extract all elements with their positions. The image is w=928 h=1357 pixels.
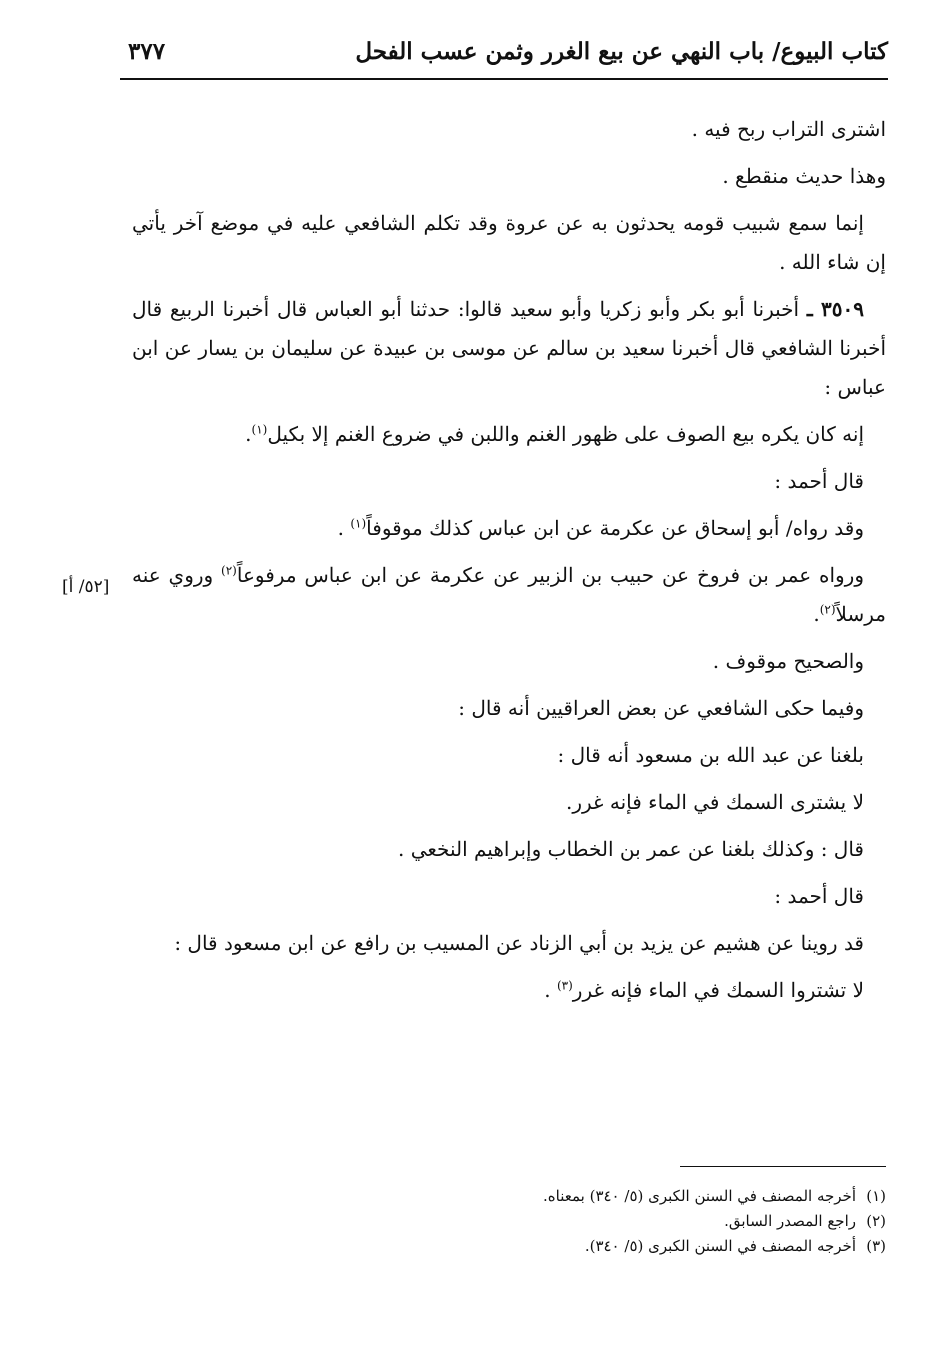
- paragraph: ورواه عمر بن فروخ عن حبيب بن الزبير عن عكرمة عن ابن عباس مرفوعاً$^{(٢)}$ وروي عنه مرسلاً$^{(٢)}$.: [132, 563, 886, 626]
- footnote-marker: (١): [251, 422, 268, 437]
- running-head-title: كتاب البيوع/ باب النهي عن بيع الغرر وثمن عسب الفحل: [355, 38, 888, 65]
- paragraph: إنه كان يكره بيع الصوف على ظهور الغنم واللبن في ضروع الغنم إلا بكيل$^{(١)}$.: [245, 422, 864, 446]
- paragraph: لا تشتروا السمك في الماء فإنه غرر$^{(٣)}$ .: [544, 978, 864, 1002]
- hadith-number: ٣٥٠٩ ـ: [806, 297, 865, 321]
- paragraph: قد روينا عن هشيم عن يزيد بن أبي الزناد عن المسيب بن رافع عن ابن مسعود قال :: [174, 931, 864, 955]
- header-divider: [120, 78, 888, 80]
- footnote-number: (٣): [866, 1237, 886, 1255]
- paragraph: إنما سمع شبيب قومه يحدثون به عن عروة وقد تكلم الشافعي عليه في موضع آخر يأتي إن شاء الله .: [132, 211, 886, 274]
- paragraph: اشترى التراب ربح فيه .: [691, 117, 886, 141]
- footnote-marker: (٢): [819, 602, 836, 617]
- footnote-text: راجع المصدر السابق.: [724, 1212, 856, 1230]
- footnote-number: (١): [866, 1187, 886, 1205]
- paragraph: وهذا حديث منقطع .: [722, 164, 886, 188]
- paragraph: لا يشترى السمك في الماء فإنه غرر.: [566, 790, 864, 814]
- footnote-number: (٢): [866, 1212, 886, 1230]
- paragraph: وفيما حكى الشافعي عن بعض العراقيين أنه قال :: [458, 696, 864, 720]
- footnotes: [132, 1184, 886, 1259]
- footnote-text: أخرجه المصنف في السنن الكبرى (٥/ ٣٤٠) بمعناه.: [543, 1187, 856, 1205]
- footnote: [132, 1234, 886, 1259]
- paragraph: بلغنا عن عبد الله بن مسعود أنه قال :: [557, 743, 864, 767]
- footnote-text: أخرجه المصنف في السنن الكبرى (٥/ ٣٤٠).: [584, 1237, 856, 1255]
- page-number: ٣٧٧: [128, 38, 166, 65]
- manuscript-folio-reference: [٥٢/ أ]: [62, 577, 110, 597]
- paragraph: والصحيح موقوف .: [712, 649, 864, 673]
- footnote-divider: [680, 1166, 886, 1167]
- paragraph: قال أحمد :: [774, 884, 864, 908]
- footnote: [132, 1209, 886, 1234]
- paragraph: وقد رواه/ أبو إسحاق عن عكرمة عن ابن عباس كذلك موقوفاً$^{(١)}$ .: [337, 516, 864, 540]
- hadith-paragraph: ٣٥٠٩ ـ أخبرنا أبو بكر وأبو زكريا وأبو سعيد قالوا: حدثنا أبو العباس قال أخبرنا الربيع قال أخبرنا الشافعي قال أخبرنا سعيد بن سالم عن موسى بن عبيدة عن سليمان بن يسار عن ابن عباس :: [132, 297, 886, 399]
- main-text: [132, 110, 886, 1018]
- footnote-marker: (١): [350, 516, 367, 531]
- page-header: [120, 28, 888, 76]
- footnote-marker: (٣): [556, 978, 573, 993]
- footnote: [132, 1184, 886, 1209]
- paragraph: قال أحمد :: [774, 469, 864, 493]
- paragraph: قال : وكذلك بلغنا عن عمر بن الخطاب وإبراهيم النخعي .: [398, 837, 864, 861]
- footnote-marker: (٢): [221, 563, 237, 578]
